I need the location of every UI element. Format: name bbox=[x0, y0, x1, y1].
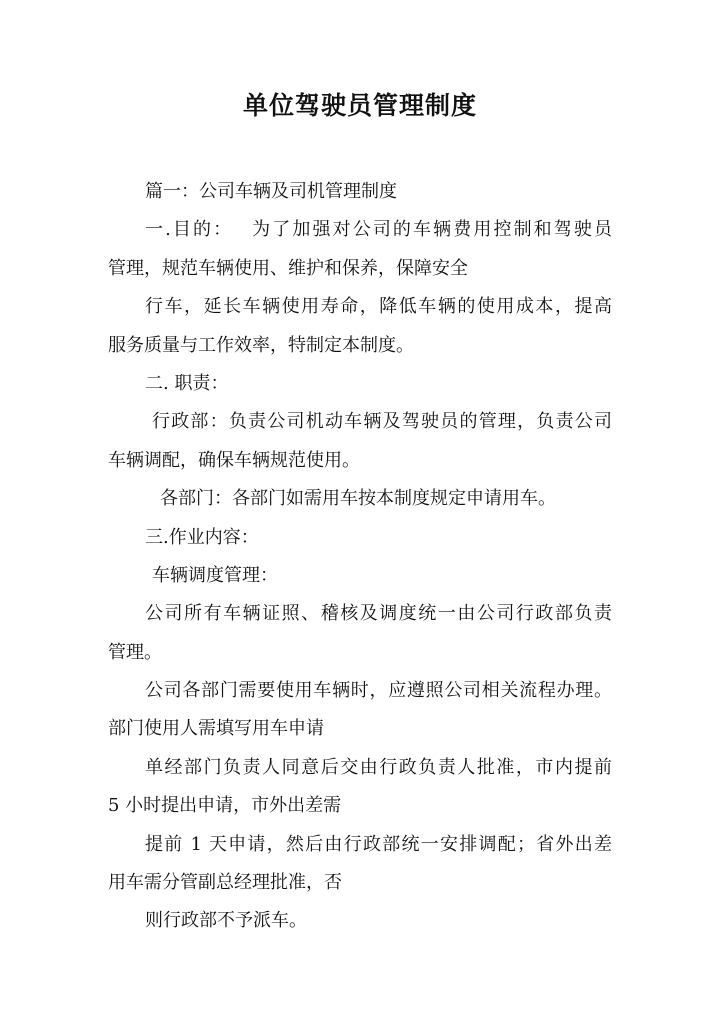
paragraph-line: 公司所有车辆证照、稽核及调度统一由公司行政部负责 bbox=[145, 603, 612, 625]
section-heading: 三.作业内容： bbox=[145, 526, 259, 548]
section-heading: 二. 职责： bbox=[145, 372, 229, 394]
paragraph-line: 部门使用人需填写用车申请 bbox=[108, 718, 324, 740]
paragraph-line: 管理。 bbox=[108, 641, 162, 663]
paragraph-line: 各部门：各部门如需用车按本制度规定申请用车。 bbox=[160, 488, 556, 510]
paragraph-line: 行政部：负责公司机动车辆及驾驶员的管理，负责公司 bbox=[152, 411, 612, 433]
paragraph-line: 则行政部不予派车。 bbox=[145, 910, 307, 932]
document-body bbox=[108, 173, 612, 941]
paragraph-line: 提前 1 天申请，然后由行政部统一安排调配；省外出差 bbox=[145, 833, 612, 855]
subsection-heading: 车辆调度管理： bbox=[152, 564, 278, 586]
paragraph-line: 公司各部门需要使用车辆时，应遵照公司相关流程办理。 bbox=[145, 680, 612, 702]
paragraph-line: 管理，规范车辆使用、维护和保养，保障安全 bbox=[108, 257, 468, 279]
paragraph-line: 用车需分管副总经理批准，否 bbox=[108, 872, 342, 894]
paragraph-line: 服务质量与工作效率，特制定本制度。 bbox=[108, 334, 414, 356]
paragraph-line: 车辆调配，确保车辆规范使用。 bbox=[108, 449, 360, 471]
paragraph-line: 一.目的： 为了加强对公司的车辆费用控制和驾驶员 bbox=[145, 219, 612, 241]
document-title: 单位驾驶员管理制度 bbox=[242, 91, 477, 120]
paragraph-line: 行车，延长车辆使用寿命，降低车辆的使用成本，提高 bbox=[145, 296, 612, 318]
paragraph-line: 5 小时提出申请，市外出差需 bbox=[108, 795, 342, 817]
section-heading: 篇一：公司车辆及司机管理制度 bbox=[145, 181, 397, 202]
paragraph-line: 单经部门负责人同意后交由行政负责人批准，市内提前 bbox=[145, 756, 612, 778]
